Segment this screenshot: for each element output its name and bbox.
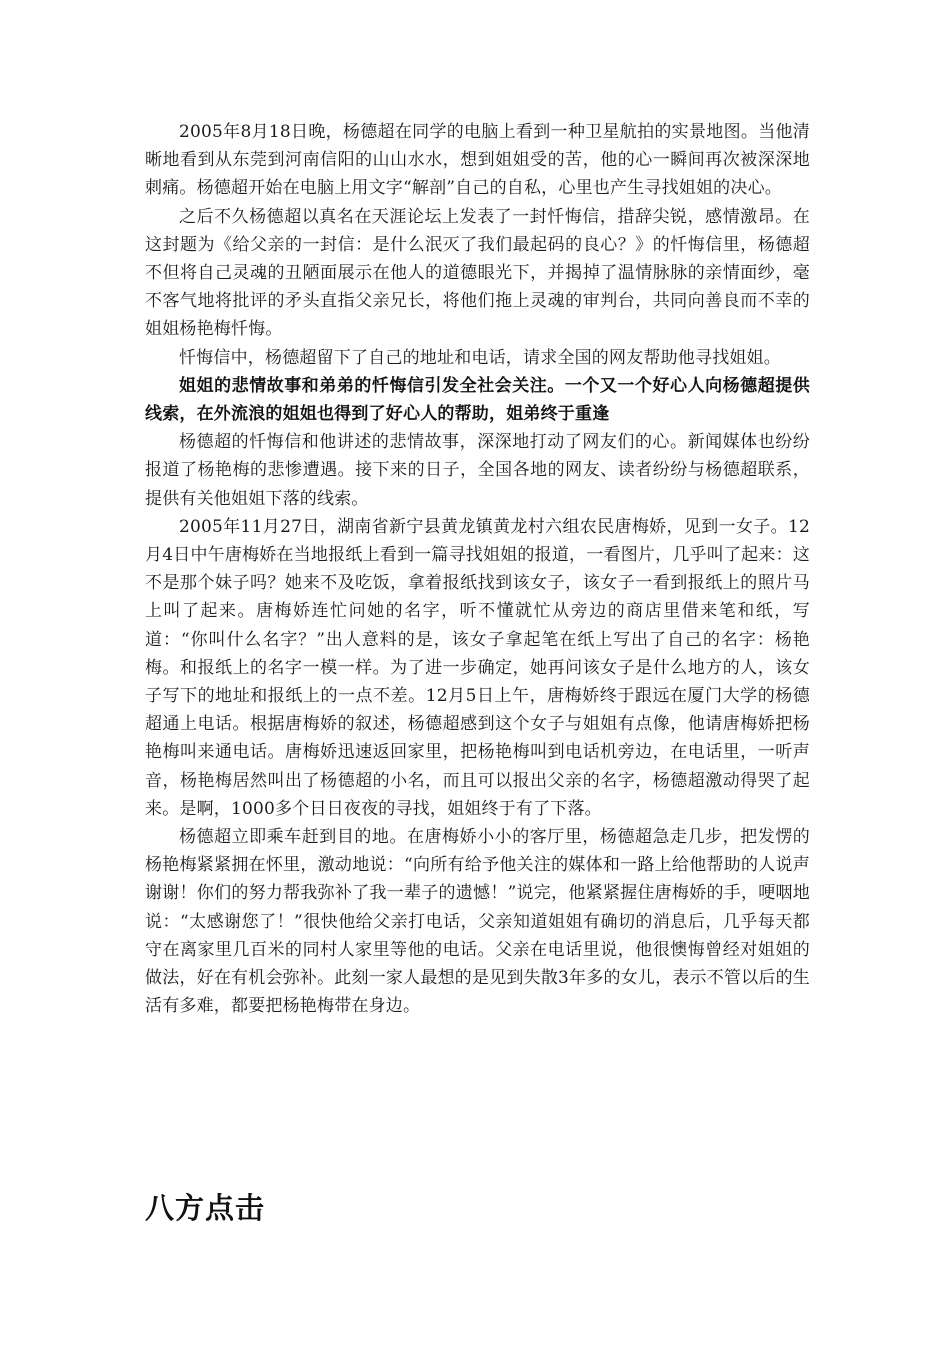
paragraph-reunion: 杨德超立即乘车赶到目的地。在唐梅娇小小的客厅里，杨德超急走几步，把发愣的杨艳梅紧紧拥在怀里，激动地说：“向所有给予他关注的媒体和一路上给他帮助的人说声谢谢！你们的努力帮我弥补了我一辈子的遗憾！”说完，他紧紧握住唐梅娇的手，哽咽地说：“太感谢您了！”很快他给父亲打电话，父亲知道姐姐有确切的消息后，几乎每天都守在离家里几百米的同村人家里等他的电话。父亲在电话里说，他很懊悔曾经对姐姐的做法，好在有机会弥补。此刻一家人最想的是见到失散3年多的女儿，表示不管以后的生活有多难，都要把杨艳梅带在身边。 (145, 827, 810, 1017)
paragraph-satellite-map: 2005年8月18日晚，杨德超在同学的电脑上看到一种卫星航拍的实景地图。当他清晰地看到从东莞到河南信阳的山山水水，想到姐姐受的苦，他的心一瞬间再次被深深地刺痛。杨德超开始在电脑上用文字“解剖”自己的自私，心里也产生寻找姐姐的决心。 (145, 122, 810, 199)
paragraph-sister-found: 2005年11月27日，湖南省新宁县黄龙镇黄龙村六组农民唐梅娇，见到一女子。12月4日中午唐梅娇在当地报纸上看到一篇寻找姐姐的报道，一看图片，几乎叫了起来：这不是那个妹子吗？她来不及吃饭，拿着报纸找到该女子，该女子一看到报纸上的照片马上叫了起来。唐梅娇连忙问她的名字，听不懂就忙从旁边的商店里借来笔和纸，写道：“你叫什么名字？”出人意料的是，该女子拿起笔在纸上写出了自己的名字：杨艳梅。和报纸上的名字一模一样。为了进一步确定，她再问该女子是什么地方的人，该女子写下的地址和报纸上的一点不差。12月5日上午，唐梅娇终于跟远在厦门大学的杨德超通上电话。根据唐梅娇的叙述，杨德超感到这个女子与姐姐有点像，他请唐梅娇把杨艳梅叫来通电话。唐梅娇迅速返回家里，把杨艳梅叫到电话机旁边，在电话里，一听声音，杨艳梅居然叫出了杨德超的小名，而且可以报出父亲的名字，杨德超激动得哭了起来。是啊，1000多个日日夜夜的寻找，姐姐终于有了下落。 (145, 516, 810, 819)
section-heading: 八方点击 (145, 1191, 266, 1225)
paragraph-confession-letter: 之后不久杨德超以真名在天涯论坛上发表了一封忏悔信，措辞尖锐，感情激昂。在这封题为《给父亲的一封信：是什么泯灭了我们最起码的良心？》的忏悔信里，杨德超不但将自己灵魂的丑陋面展示在他人的道德眼光下，并揭掉了温情脉脉的亲情面纱，毫不客气地将批评的矛头直指父亲兄长，将他们拖上灵魂的审判台，共同向善良而不幸的姐姐杨艳梅忏悔。 (145, 206, 810, 340)
paragraph-subheading-reunion: 姐姐的悲情故事和弟弟的忏悔信引发全社会关注。一个又一个好心人向杨德超提供线索，在外流浪的姐姐也得到了好心人的帮助，姐弟终于重逢 (145, 375, 810, 425)
article-body (145, 118, 810, 1021)
paragraph-contact-request: 忏悔信中，杨德超留下了自己的地址和电话，请求全国的网友帮助他寻找姐姐。 (179, 347, 781, 368)
paragraph-media-coverage: 杨德超的忏悔信和他讲述的悲情故事，深深地打动了网友们的心。新闻媒体也纷纷报道了杨艳梅的悲惨遭遇。接下来的日子，全国各地的网友、读者纷纷与杨德超联系，提供有关他姐姐下落的线索。 (145, 432, 810, 509)
